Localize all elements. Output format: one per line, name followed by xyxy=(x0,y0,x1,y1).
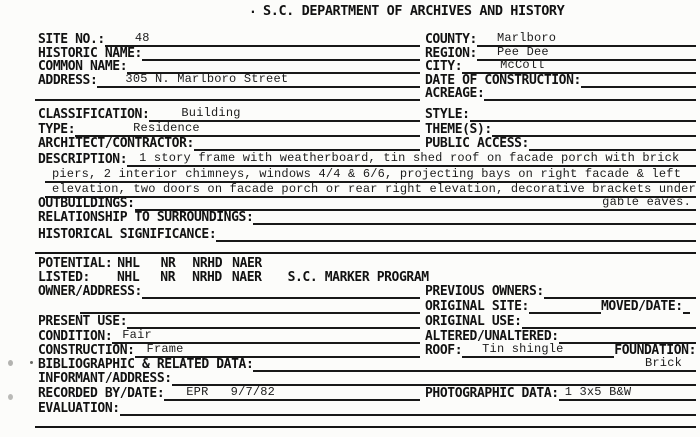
listed-option-nr: NR xyxy=(160,270,176,285)
row-informant xyxy=(38,371,696,386)
relationship-label: RELATIONSHIP TO SURROUNDINGS: xyxy=(38,210,254,225)
photographic-data-label: PHOTOGRAPHIC DATA: xyxy=(425,386,559,401)
bibliographic-label: BIBLIOGRAPHIC & RELATED DATA: xyxy=(38,357,254,372)
row-classification-style xyxy=(38,107,696,122)
description-label: DESCRIPTION: xyxy=(38,152,128,167)
row-type-themes xyxy=(38,122,696,137)
bottom-border-line xyxy=(35,426,696,428)
row-bibliographic xyxy=(38,357,696,372)
potential-option-nr: NR xyxy=(160,256,176,271)
common-name-label: COMMON NAME: xyxy=(38,59,128,74)
previous-owners-label: PREVIOUS OWNERS: xyxy=(425,284,544,299)
condition-value: Fair xyxy=(122,328,152,342)
site-no-value: 48 xyxy=(134,31,150,45)
city-label: CITY: xyxy=(425,59,463,74)
scan-speck xyxy=(30,361,33,364)
county-value: Marlboro xyxy=(497,31,557,45)
informant-address-label: INFORMANT/ADDRESS: xyxy=(38,371,172,386)
listed-option-nhl: NHL xyxy=(117,270,140,285)
potential-option-nhl: NHL xyxy=(117,256,140,271)
classification-value: Building xyxy=(181,106,241,120)
classification-underline xyxy=(149,106,420,122)
address-value: 305 N. Marlboro Street xyxy=(125,72,289,86)
public-access-label: PUBLIC ACCESS: xyxy=(425,136,529,151)
region-value: Pee Dee xyxy=(497,45,549,59)
row-relationship xyxy=(38,210,696,225)
listed-option-naer: NAER xyxy=(231,270,262,285)
acreage-underline xyxy=(484,99,696,101)
potential-option-naer: NAER xyxy=(232,256,262,271)
row-recorded-photographic xyxy=(38,386,696,401)
address-label: ADDRESS: xyxy=(38,73,98,88)
condition-label: CONDITION: xyxy=(38,329,113,344)
site-no-label: SITE NO.: xyxy=(38,32,105,47)
description-line-1: 1 story frame with weatherboard, tin shed roof on facade porch with brick xyxy=(139,151,680,165)
row-owner-previous xyxy=(38,284,696,299)
original-use-label: ORIGINAL USE: xyxy=(425,314,522,329)
row-listed xyxy=(38,270,696,285)
city-value: McColl xyxy=(500,58,545,72)
recorded-by-date-label: RECORDED BY/DATE: xyxy=(38,386,165,401)
photographic-data-underline xyxy=(559,385,696,401)
row-description-2 xyxy=(45,168,696,183)
type-underline xyxy=(75,121,420,137)
altered-unaltered-label: ALTERED/UNALTERED: xyxy=(425,329,559,344)
description-underline-1 xyxy=(127,151,696,167)
stray-period-mark: . xyxy=(249,2,257,17)
county-label: COUNTY: xyxy=(425,32,477,47)
type-label: TYPE: xyxy=(38,122,76,137)
owner-address-label: OWNER/ADDRESS: xyxy=(38,284,142,299)
row-potential xyxy=(38,256,696,271)
row-original-site xyxy=(38,299,696,314)
row-present-original-use xyxy=(38,314,696,329)
acreage-label: ACREAGE: xyxy=(425,86,485,101)
row-description xyxy=(38,152,696,167)
foundation-label: FOUNDATION: xyxy=(614,343,696,358)
type-value: Residence xyxy=(133,121,200,135)
roof-label: ROOF: xyxy=(425,343,463,358)
scan-speck xyxy=(8,360,13,366)
description-underline-2 xyxy=(45,167,696,183)
evaluation-label: EVALUATION: xyxy=(38,401,120,416)
architect-contractor-label: ARCHITECT/CONTRACTOR: xyxy=(38,136,194,151)
construction-label: CONSTRUCTION: xyxy=(38,343,135,358)
historical-significance-label: HISTORICAL SIGNIFICANCE: xyxy=(38,227,217,242)
style-label: STYLE: xyxy=(425,107,470,122)
form-title: S.C. DEPARTMENT OF ARCHIVES AND HISTORY xyxy=(263,3,565,19)
moved-date-label: MOVED/DATE: xyxy=(600,299,683,314)
themes-label: THEME(S): xyxy=(425,122,492,137)
listed-label: LISTED: xyxy=(38,270,90,285)
historic-name-label: HISTORIC NAME: xyxy=(38,46,142,61)
photographic-data-value: 1 3x5 B&W xyxy=(564,385,632,399)
relationship-underline xyxy=(253,223,696,225)
description-line-2: piers, 2 interior chimneys, windows 4/4 & 6/6, projecting bays on right facade & left xyxy=(52,167,682,181)
row-architect-access xyxy=(38,136,696,151)
listed-option-sc-marker: S.C. MARKER PROGRAM xyxy=(287,270,429,285)
address-continuation-underline xyxy=(35,99,420,101)
outbuildings-underline xyxy=(135,195,696,211)
foundation-value: Brick xyxy=(644,356,682,370)
city-underline xyxy=(462,58,696,74)
description-line-4: gable eaves. xyxy=(602,195,691,209)
classification-label: CLASSIFICATION: xyxy=(38,107,150,122)
section-divider-line xyxy=(35,252,696,254)
evaluation-underline xyxy=(120,414,696,416)
listed-option-nrhd: NRHD xyxy=(192,270,222,285)
row-evaluation xyxy=(38,401,696,416)
original-site-label: ORIGINAL SITE: xyxy=(425,299,529,314)
roof-value: Tin shingle xyxy=(482,342,564,356)
potential-label: POTENTIAL: xyxy=(38,256,113,271)
region-label: REGION: xyxy=(425,46,477,61)
recorded-by-date-underline xyxy=(164,385,420,401)
row-blank-acreage xyxy=(35,86,696,101)
potential-option-nrhd: NRHD xyxy=(192,256,223,271)
description-line-3: elevation, two doors on facade porch or rear right elevation, decorative brackets under xyxy=(52,182,696,196)
recorded-by-date-value: EPR 9/7/82 xyxy=(186,385,276,399)
construction-value: Frame xyxy=(146,342,184,356)
date-of-construction-label: DATE OF CONSTRUCTION: xyxy=(425,73,581,88)
outbuildings-label: OUTBUILDINGS: xyxy=(38,196,135,211)
bibliographic-underline xyxy=(253,356,696,372)
row-historical-significance xyxy=(38,227,696,242)
site-no-underline xyxy=(105,31,420,47)
scan-speck xyxy=(8,394,13,400)
present-use-label: PRESENT USE: xyxy=(38,314,128,329)
historical-significance-underline xyxy=(216,240,696,242)
row-outbuildings xyxy=(38,196,696,211)
